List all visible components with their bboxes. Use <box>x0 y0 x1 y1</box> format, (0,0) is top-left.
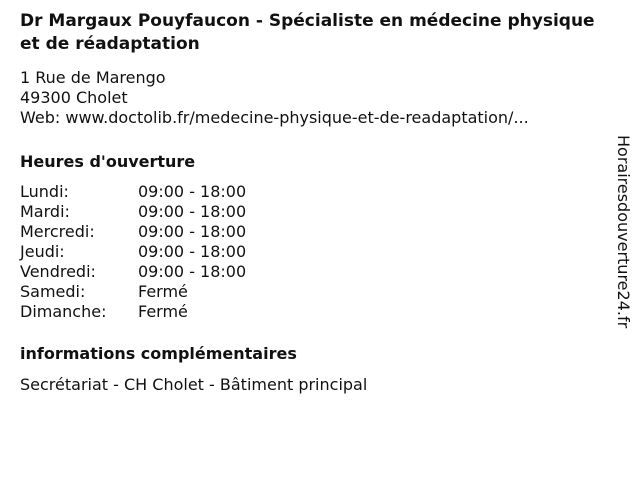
day-label: Samedi: <box>20 282 86 301</box>
hours-row-wednesday <box>20 222 600 242</box>
hours-row-sunday <box>20 302 600 322</box>
hours-row-saturday <box>20 282 600 302</box>
website-link[interactable]: Web: www.doctolib.fr/medecine-physique-et-de-readaptation/... <box>20 108 529 127</box>
hours-row-tuesday <box>20 202 600 222</box>
address-city: 49300 Cholet <box>20 88 128 107</box>
hours-value: 09:00 - 18:00 <box>138 262 247 281</box>
hours-value: 09:00 - 18:00 <box>138 242 247 261</box>
additional-info-heading: informations complémentaires <box>20 344 297 363</box>
site-watermark: Horairesdouverture24.fr <box>614 135 633 329</box>
day-label: Mercredi: <box>20 222 95 241</box>
hours-value: Fermé <box>138 302 188 321</box>
address-street: 1 Rue de Marengo <box>20 68 166 87</box>
address-block <box>20 68 600 128</box>
day-label: Dimanche: <box>20 302 107 321</box>
opening-hours-table <box>20 182 600 322</box>
page-title: Dr Margaux Pouyfaucon - Spécialiste en médecine physique et de réadaptation <box>20 11 595 54</box>
hours-row-friday <box>20 262 600 282</box>
hours-value: 09:00 - 18:00 <box>138 222 247 241</box>
hours-value: 09:00 - 18:00 <box>138 182 247 201</box>
hours-value: Fermé <box>138 282 188 301</box>
day-label: Mardi: <box>20 202 70 221</box>
day-label: Vendredi: <box>20 262 96 281</box>
day-label: Jeudi: <box>20 242 65 261</box>
opening-hours-heading: Heures d'ouverture <box>20 152 196 171</box>
hours-row-monday <box>20 182 600 202</box>
hours-value: 09:00 - 18:00 <box>138 202 247 221</box>
day-label: Lundi: <box>20 182 69 201</box>
hours-row-thursday <box>20 242 600 262</box>
additional-info-text: Secrétariat - CH Cholet - Bâtiment principal <box>20 375 368 394</box>
practitioner-card <box>20 10 600 395</box>
